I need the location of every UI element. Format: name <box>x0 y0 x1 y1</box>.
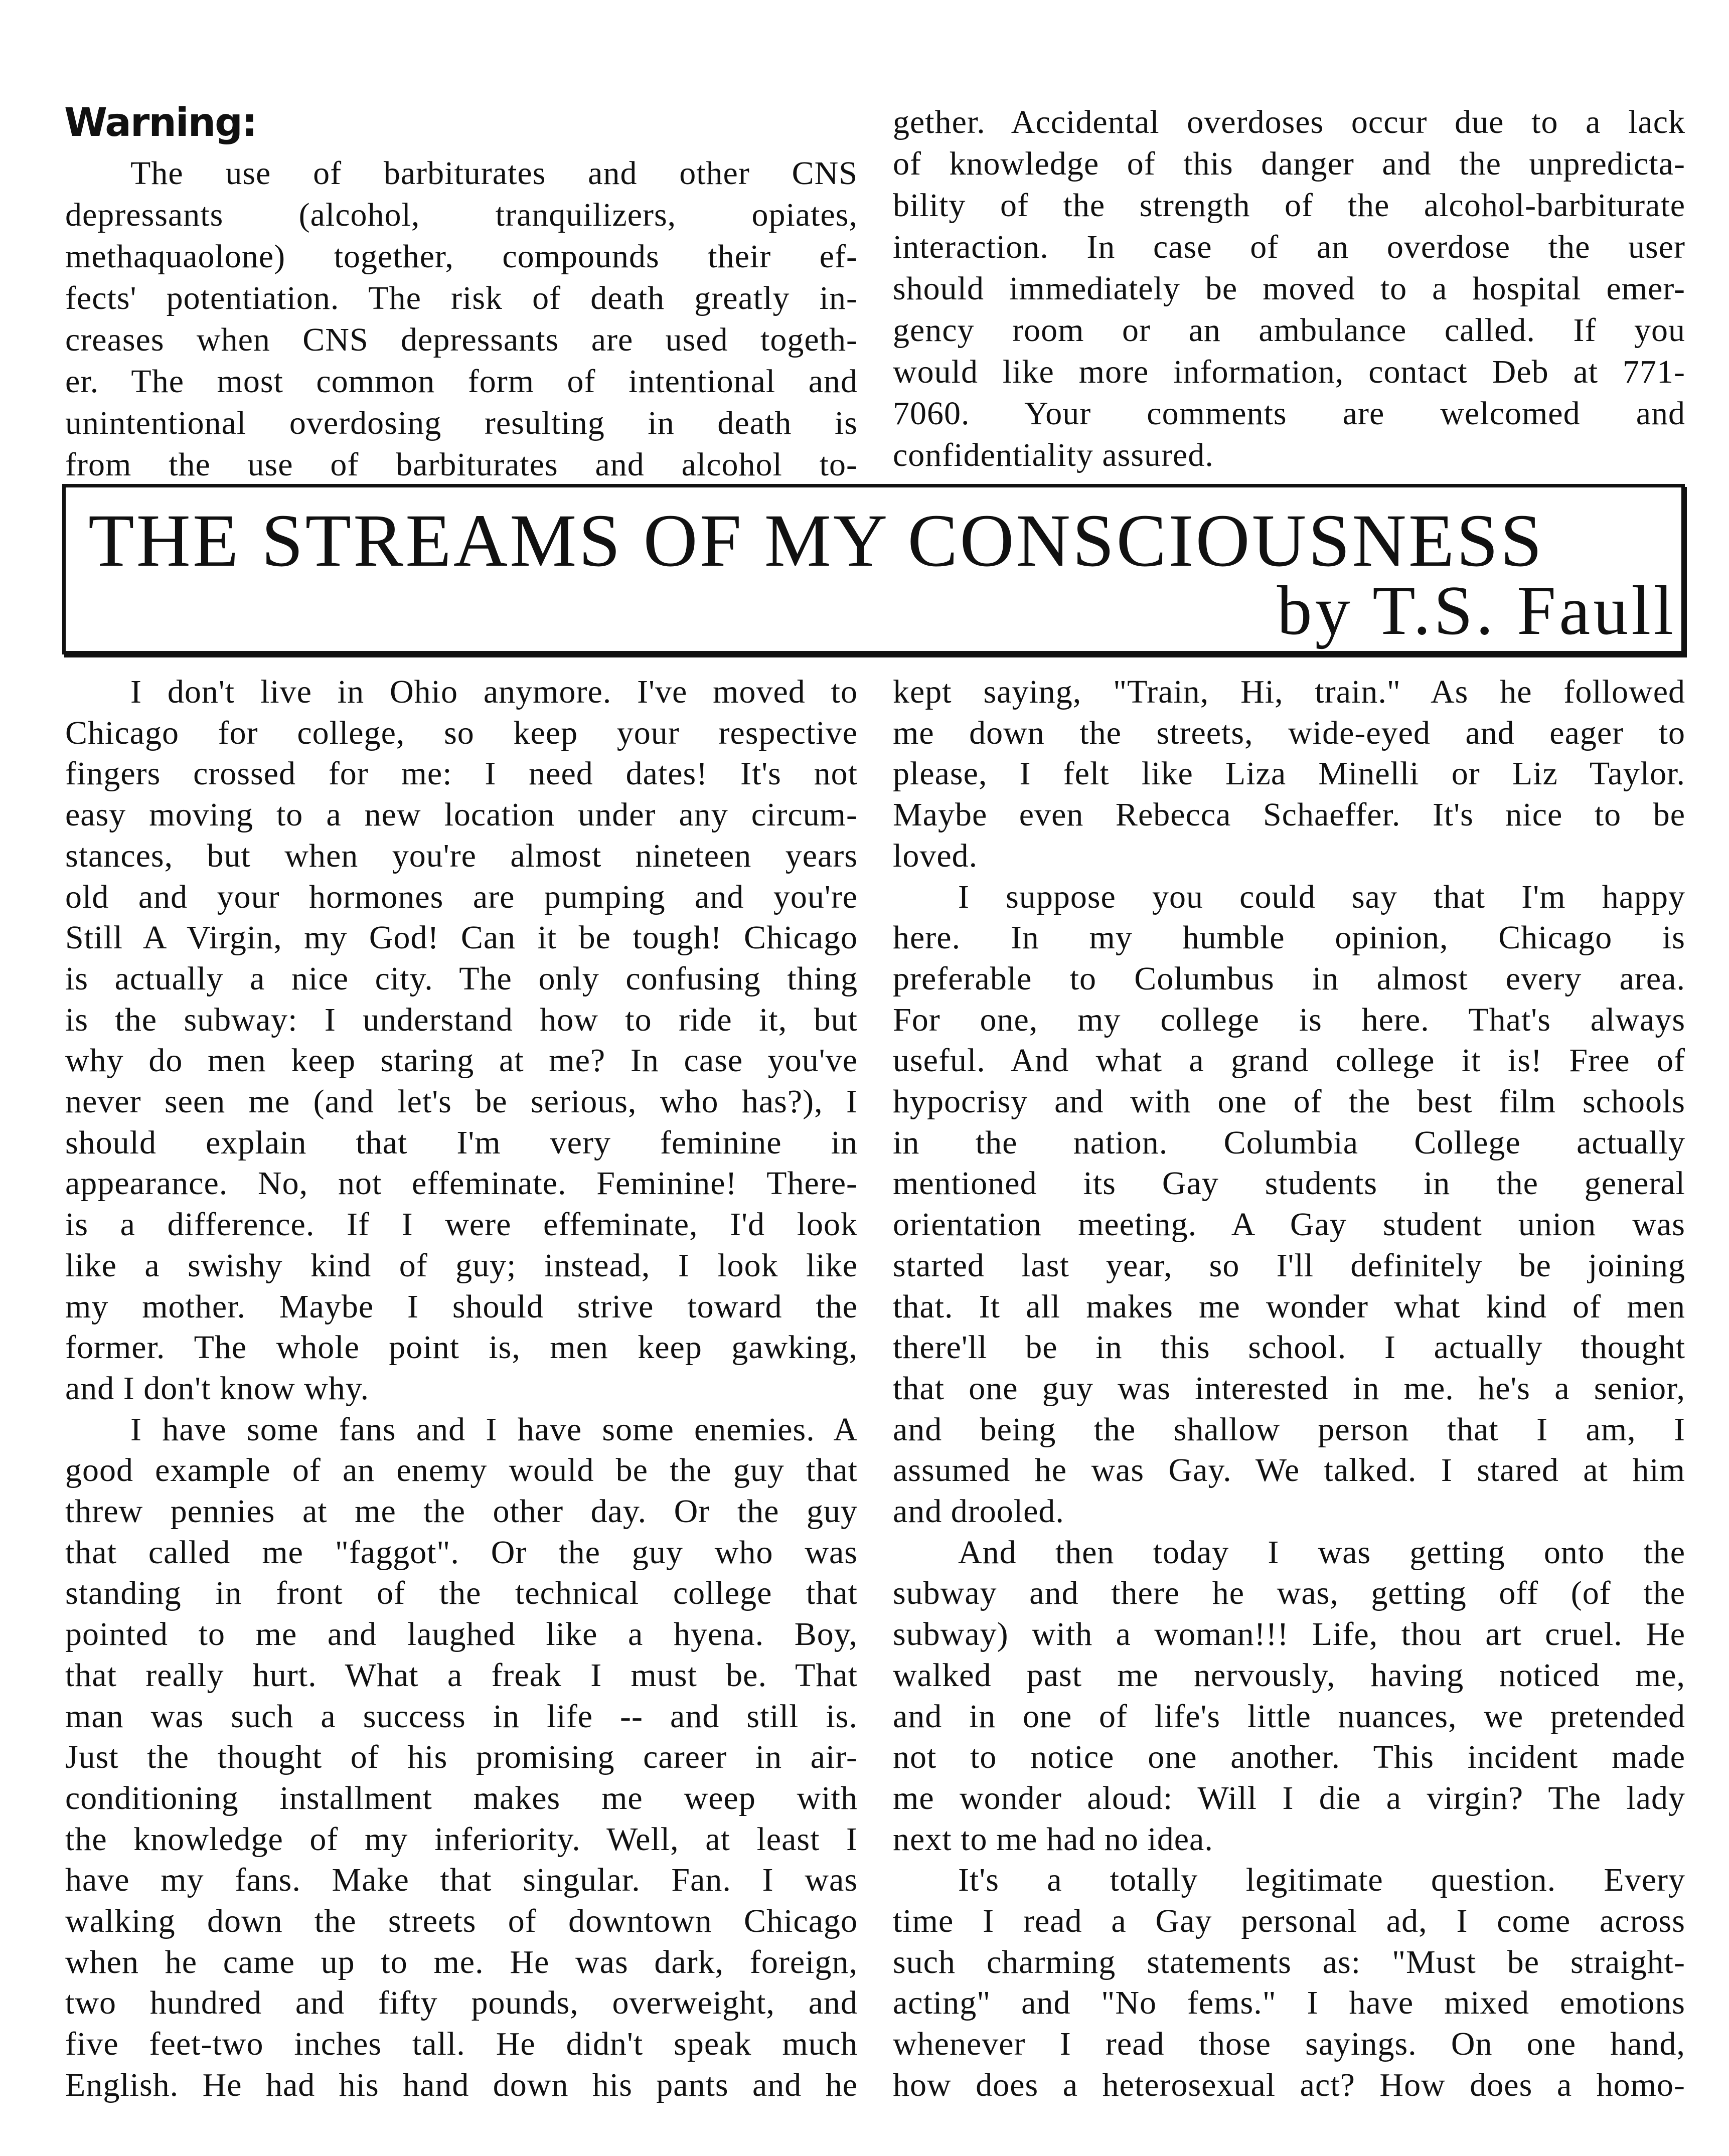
text-line: me down the streets, wide-eyed and eager to <box>893 714 1685 751</box>
text-line: Maybe even Rebecca Schaeffer. It's nice to be <box>893 796 1685 834</box>
text-line: For one, my college is here. That's always <box>893 1001 1685 1038</box>
text-line: acting" and "No fems." I have mixed emotions <box>893 1984 1685 2022</box>
article-left-column <box>65 0 858 2156</box>
text-line: It's a totally legitimate question. Every <box>958 1862 1685 1899</box>
text-line: like a swishy kind of guy; instead, I look like <box>65 1247 858 1284</box>
text-line: two hundred and fifty pounds, overweight, and <box>65 1984 858 2022</box>
text-line: Chicago for college, so keep your respective <box>65 714 858 751</box>
text-line: and I don't know why. <box>65 1370 370 1407</box>
text-line: and drooled. <box>893 1493 1064 1530</box>
text-line: I have some fans and I have some enemies. A <box>130 1411 858 1448</box>
text-line: please, I felt like Liza Minelli or Liz Taylor. <box>893 755 1685 792</box>
text-line: gency room or an ambulance called. If you <box>893 312 1685 349</box>
text-line: next to me had no idea. <box>893 1820 1213 1858</box>
text-line: fects' potentiation. The risk of death greatly in- <box>65 280 858 316</box>
text-line: the knowledge of my inferiority. Well, at least I <box>65 1820 858 1858</box>
text-line: I suppose you could say that I'm happy <box>958 878 1685 915</box>
text-line: kept saying, "Train, Hi, train." As he followed <box>893 674 1685 710</box>
text-line: orientation meeting. A Gay student union was <box>893 1206 1685 1243</box>
text-line: er. The most common form of intentional and <box>65 363 858 400</box>
text-line: that really hurt. What a freak I must be. That <box>65 1656 858 1694</box>
article-byline: by T.S. Faull <box>1277 572 1676 649</box>
text-line: Just the thought of his promising career in air- <box>65 1739 858 1776</box>
text-line: fingers crossed for me: I need dates! It's not <box>65 755 858 792</box>
text-line: Still A Virgin, my God! Can it be tough! Chicago <box>65 919 858 956</box>
text-line: depressants (alcohol, tranquilizers, opiates, <box>65 197 858 233</box>
text-line: good example of an enemy would be the guy that <box>65 1452 858 1489</box>
article-title: THE STREAMS OF MY CONSCIOUSNESS <box>88 499 1544 582</box>
text-line: former. The whole point is, men keep gawking, <box>65 1329 858 1366</box>
text-line: started last year, so I'll definitely be joining <box>893 1247 1685 1284</box>
text-line: interaction. In case of an overdose the user <box>893 229 1685 265</box>
text-line: easy moving to a new location under any circum- <box>65 796 858 834</box>
text-line: whenever I read those sayings. On one hand, <box>893 2026 1685 2063</box>
text-line: walked past me nervously, having noticed me, <box>893 1656 1685 1694</box>
text-line: and being the shallow person that I am, I <box>893 1411 1685 1448</box>
warning-heading: Warning: <box>64 100 257 145</box>
text-line: useful. And what a grand college it is! Free of <box>893 1042 1685 1079</box>
text-line: subway) with a woman!!! Life, thou art cruel. He <box>893 1616 1685 1653</box>
text-line: stances, but when you're almost nineteen years <box>65 837 858 874</box>
text-line: subway and there he was, getting off (of the <box>893 1575 1685 1612</box>
text-line: man was such a success in life -- and still is. <box>65 1698 858 1735</box>
text-line: standing in front of the technical college that <box>65 1575 858 1612</box>
text-line: here. In my humble opinion, Chicago is <box>893 919 1685 956</box>
text-line: not to notice one another. This incident made <box>893 1739 1685 1776</box>
article-right-column <box>893 0 1685 2156</box>
text-line: time I read a Gay personal ad, I come across <box>893 1903 1685 1939</box>
text-line: confidentiality assured. <box>893 437 1214 473</box>
text-line: that called me "faggot". Or the guy who was <box>65 1534 858 1571</box>
text-line: my mother. Maybe I should strive toward the <box>65 1288 858 1325</box>
text-line: creases when CNS depressants are used togeth- <box>65 321 858 358</box>
text-line: from the use of barbiturates and alcohol to- <box>65 446 858 483</box>
text-line: such charming statements as: "Must be straight- <box>893 1943 1685 1980</box>
text-line: in the nation. Columbia College actually <box>893 1124 1685 1161</box>
text-line: why do men keep staring at me? In case you've <box>65 1042 858 1079</box>
text-line: gether. Accidental overdoses occur due to a lack <box>893 104 1685 140</box>
text-line: there'll be in this school. I actually thought <box>893 1329 1685 1366</box>
text-line: should immediately be moved to a hospital emer- <box>893 270 1685 307</box>
text-line: appearance. No, not effeminate. Feminine! There- <box>65 1165 858 1202</box>
text-line: never seen me (and let's be serious, who has?), I <box>65 1083 858 1120</box>
text-line: is the subway: I understand how to ride it, but <box>65 1001 858 1038</box>
text-line: me wonder aloud: Will I die a virgin? The lady <box>893 1779 1685 1816</box>
text-line: conditioning installment makes me weep with <box>65 1779 858 1816</box>
text-line: hypocrisy and with one of the best film schools <box>893 1083 1685 1120</box>
text-line: is actually a nice city. The only confusing thing <box>65 960 858 997</box>
text-line: how does a heterosexual act? How does a homo- <box>893 2066 1685 2103</box>
text-line: threw pennies at me the other day. Or the guy <box>65 1493 858 1530</box>
text-line: have my fans. Make that singular. Fan. I was <box>65 1862 858 1899</box>
text-line: The use of barbiturates and other CNS <box>130 155 858 192</box>
text-line: five feet-two inches tall. He didn't speak much <box>65 2026 858 2063</box>
text-line: mentioned its Gay students in the general <box>893 1165 1685 1202</box>
text-line: of knowledge of this danger and the unpredicta- <box>893 145 1685 182</box>
text-line: old and your hormones are pumping and you're <box>65 878 858 915</box>
text-line: would like more information, contact Deb at 771- <box>893 354 1685 390</box>
text-line: when he came up to me. He was dark, foreign, <box>65 1943 858 1980</box>
text-line: I don't live in Ohio anymore. I've moved to <box>130 674 858 710</box>
text-line: 7060. Your comments are welcomed and <box>893 395 1685 432</box>
text-line: And then today I was getting onto the <box>958 1534 1685 1571</box>
text-line: English. He had his hand down his pants and he <box>65 2066 858 2103</box>
text-line: preferable to Columbus in almost every area. <box>893 960 1685 997</box>
text-line: pointed to me and laughed like a hyena. Boy, <box>65 1616 858 1653</box>
text-line: assumed he was Gay. We talked. I stared at him <box>893 1452 1685 1489</box>
text-line: bility of the strength of the alcohol-barbiturate <box>893 187 1685 224</box>
text-line: is a difference. If I were effeminate, I'd look <box>65 1206 858 1243</box>
text-line: methaquaolone) together, compounds their ef- <box>65 238 858 275</box>
text-line: that. It all makes me wonder what kind of men <box>893 1288 1685 1325</box>
text-line: unintentional overdosing resulting in death is <box>65 405 858 441</box>
text-line: walking down the streets of downtown Chicago <box>65 1903 858 1939</box>
text-line: should explain that I'm very feminine in <box>65 1124 858 1161</box>
text-line: and in one of life's little nuances, we pretended <box>893 1698 1685 1735</box>
text-line: loved. <box>893 837 978 874</box>
text-line: that one guy was interested in me. he's a senior, <box>893 1370 1685 1407</box>
